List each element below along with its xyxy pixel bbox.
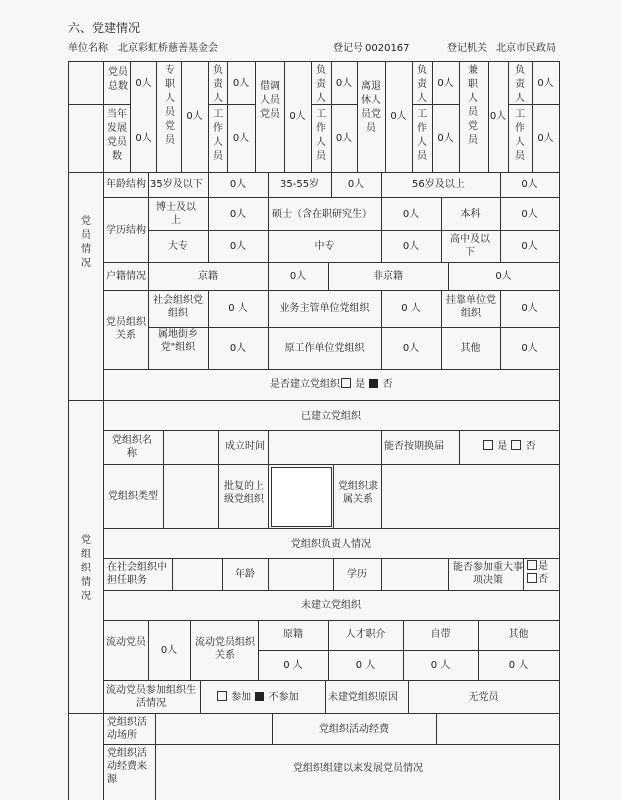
new-members-value: 0人 [135, 133, 152, 144]
rel-business-value: 0 人 [401, 303, 421, 314]
org-type-label: 党组织类型 [108, 491, 158, 502]
org-no-checkbox[interactable] [369, 379, 378, 388]
staff4-label: 工作人员 [515, 109, 525, 162]
position-label: 在社会组织中担任职务 [107, 562, 167, 586]
fulltime-label: 专职人员党员 [165, 65, 175, 146]
funds-label: 党组织活动经费 [319, 724, 389, 735]
age-2-value: 0人 [347, 179, 365, 190]
authority: 北京市民政局 [496, 43, 556, 54]
reelect-yes-label: 是 [497, 441, 508, 452]
borrowed-value: 0人 [289, 111, 306, 122]
reelect-options [482, 440, 536, 453]
decision-yes-label: 是 [538, 561, 548, 572]
edu-master-label: 硕士（含在职研究生） [272, 209, 372, 220]
members-total-label: 党员总数 [108, 67, 128, 92]
fr-talent-label: 人才职介 [345, 629, 386, 640]
join-yes-label: 参加 [231, 692, 252, 703]
leader4-value: 0人 [537, 78, 554, 89]
rel-other-value: 0人 [521, 343, 538, 354]
venue-label: 党组织活动场所 [107, 717, 147, 741]
decision-yes [526, 560, 548, 573]
rel-original-label: 原工作单位党组织 [284, 343, 365, 354]
rel-street-value: 0人 [229, 343, 247, 354]
approved-input[interactable] [271, 467, 332, 527]
fr-self-value: 0 人 [430, 660, 451, 671]
retired-value: 0人 [390, 111, 407, 122]
rel-attached-label: 挂靠单位党组织 [446, 295, 496, 319]
join-no-label: 不参加 [268, 692, 299, 703]
rel-other-label: 其他 [460, 343, 481, 354]
fr-self-label: 自带 [430, 629, 451, 640]
decision-no-checkbox[interactable] [527, 573, 537, 583]
floating-join-label: 流动党员参加组织生活情况 [106, 685, 196, 709]
org-name-label: 党组织名称 [112, 435, 152, 459]
decision-no [526, 573, 548, 586]
edu-high-label: 高中及以下 [450, 234, 490, 258]
staff2-label: 工作人员 [316, 109, 326, 162]
leader3-value: 0人 [437, 78, 454, 89]
leader2-value: 0人 [335, 78, 353, 89]
edu-college-value: 0人 [229, 241, 247, 252]
decision-label: 能否参加重大事项决策 [453, 562, 523, 586]
edu-secondary-label: 中专 [314, 241, 335, 252]
hukou-label: 户籍情况 [106, 271, 146, 282]
hukou-bj-value: 0人 [289, 271, 307, 282]
frame-top [68, 61, 559, 62]
rel-street-label: 属地街乡党"组织 [158, 329, 198, 353]
founded-label: 成立时间 [225, 441, 265, 452]
age-2-label: 35-55岁 [280, 179, 320, 190]
parttime-label: 兼职人员党员 [468, 65, 478, 146]
parttime-value: 0人 [489, 111, 507, 122]
reelect-label: 能否按期换届 [384, 441, 444, 452]
edu-label: 学历结构 [106, 225, 146, 236]
leader-age-label: 年龄 [235, 569, 255, 580]
authority-label: 登记机关 [447, 43, 487, 54]
fulltime-value: 0人 [186, 111, 203, 122]
edu-secondary-value: 0人 [402, 241, 420, 252]
rule [68, 172, 559, 173]
leader-edu-label: 学历 [347, 569, 367, 580]
staff3-value: 0人 [437, 133, 454, 144]
reg-no: 0020167 [365, 43, 410, 54]
new-members-label: 当年发展党员数 [107, 109, 127, 162]
not-built-reason: 无党员 [468, 692, 499, 703]
age-3-value: 0人 [521, 179, 538, 190]
hukou-non-value: 0人 [495, 271, 512, 282]
rel-original-value: 0人 [402, 343, 420, 354]
leader4-label: 负责人 [515, 65, 525, 104]
borrowed-label: 借调人员党员 [260, 81, 280, 120]
reg-label: 登记号 [333, 43, 363, 54]
floating-rel-label: 流动党员组织关系 [195, 637, 255, 661]
built-title: 已建立党组织 [301, 411, 361, 422]
join-options [216, 691, 299, 704]
edu-college-label: 大专 [168, 241, 188, 252]
rel-social-label: 社会组织党组织 [153, 295, 203, 319]
section-title: 六、党建情况 [68, 21, 141, 35]
leader2-label: 负责人 [316, 65, 326, 104]
decision-no-label: 否 [538, 574, 548, 585]
fr-talent-value: 0 人 [355, 660, 376, 671]
staff-label: 工作人员 [213, 109, 223, 162]
edu-bachelor-value: 0人 [521, 209, 538, 220]
retired-label: 离退休人员党员 [361, 81, 381, 134]
rel-attached-value: 0人 [521, 303, 538, 314]
org-no-label: 否 [382, 379, 393, 390]
join-no-checkbox[interactable] [255, 692, 264, 701]
leader-title: 党组织负责人情况 [291, 539, 371, 550]
not-built-title: 未建立党组织 [301, 600, 361, 611]
age-3-label: 56岁及以上 [412, 179, 465, 190]
fr-origin-label: 原籍 [283, 629, 303, 640]
fr-other-label: 其他 [508, 629, 529, 640]
frame-right [559, 61, 560, 800]
edu-phd-value: 0人 [229, 209, 247, 220]
age-1-value: 0人 [229, 179, 247, 190]
edu-phd-label: 博士及以上 [156, 202, 196, 226]
funds-source-label: 党组织活动经费来源 [107, 748, 147, 785]
approved-label: 批复的上级党组织 [224, 481, 264, 505]
unit-label: 单位名称 [68, 43, 108, 54]
age-1-label: 35岁及以下 [150, 179, 203, 190]
edu-master-value: 0人 [402, 209, 420, 220]
reelect-no-label: 否 [525, 441, 536, 452]
staff2-value: 0人 [335, 133, 353, 144]
hukou-bj-label: 京籍 [198, 271, 218, 282]
rel-business-label: 业务主管单位党组织 [279, 303, 370, 314]
join-yes-checkbox[interactable] [217, 691, 227, 701]
unit-name: 北京彩虹桥慈善基金会 [118, 43, 218, 54]
affiliation-label: 党组织隶属关系 [338, 481, 378, 505]
floating-label: 流动党员 [106, 637, 146, 648]
fr-origin-value: 0 人 [283, 660, 303, 671]
reelect-yes-checkbox[interactable] [483, 440, 493, 450]
org-question-label: 是否建立党组织 [270, 379, 340, 390]
not-built-reason-label: 未建党组织原因 [328, 692, 398, 703]
org-yes-label: 是 [355, 379, 366, 390]
member-info-section-label: 党员情况 [81, 216, 91, 269]
staff3-label: 工作人员 [417, 109, 427, 162]
reelect-no-checkbox[interactable] [511, 440, 521, 450]
staff-value: 0人 [232, 133, 250, 144]
org-question [270, 378, 393, 391]
edu-bachelor-label: 本科 [460, 209, 481, 220]
rel-label: 党员组织关系 [106, 317, 146, 341]
members-total-value: 0人 [135, 78, 152, 89]
age-label: 年龄结构 [106, 179, 146, 190]
leader3-label: 负责人 [417, 65, 427, 104]
fr-other-value: 0 人 [508, 660, 529, 671]
floating-value: 0人 [160, 645, 178, 656]
edu-high-value: 0人 [521, 241, 538, 252]
decision-yes-checkbox[interactable] [527, 560, 537, 570]
org-yes-checkbox[interactable] [341, 378, 351, 388]
org-section-label: 党组织情况 [81, 535, 91, 602]
leader-value: 0人 [232, 78, 250, 89]
staff4-value: 0人 [537, 133, 554, 144]
hukou-non-label: 非京籍 [373, 271, 403, 282]
rel-social-value: 0 人 [228, 303, 248, 314]
dev-label: 党组织组建以来发展党员情况 [293, 763, 423, 774]
leader-label: 负责人 [213, 65, 223, 104]
